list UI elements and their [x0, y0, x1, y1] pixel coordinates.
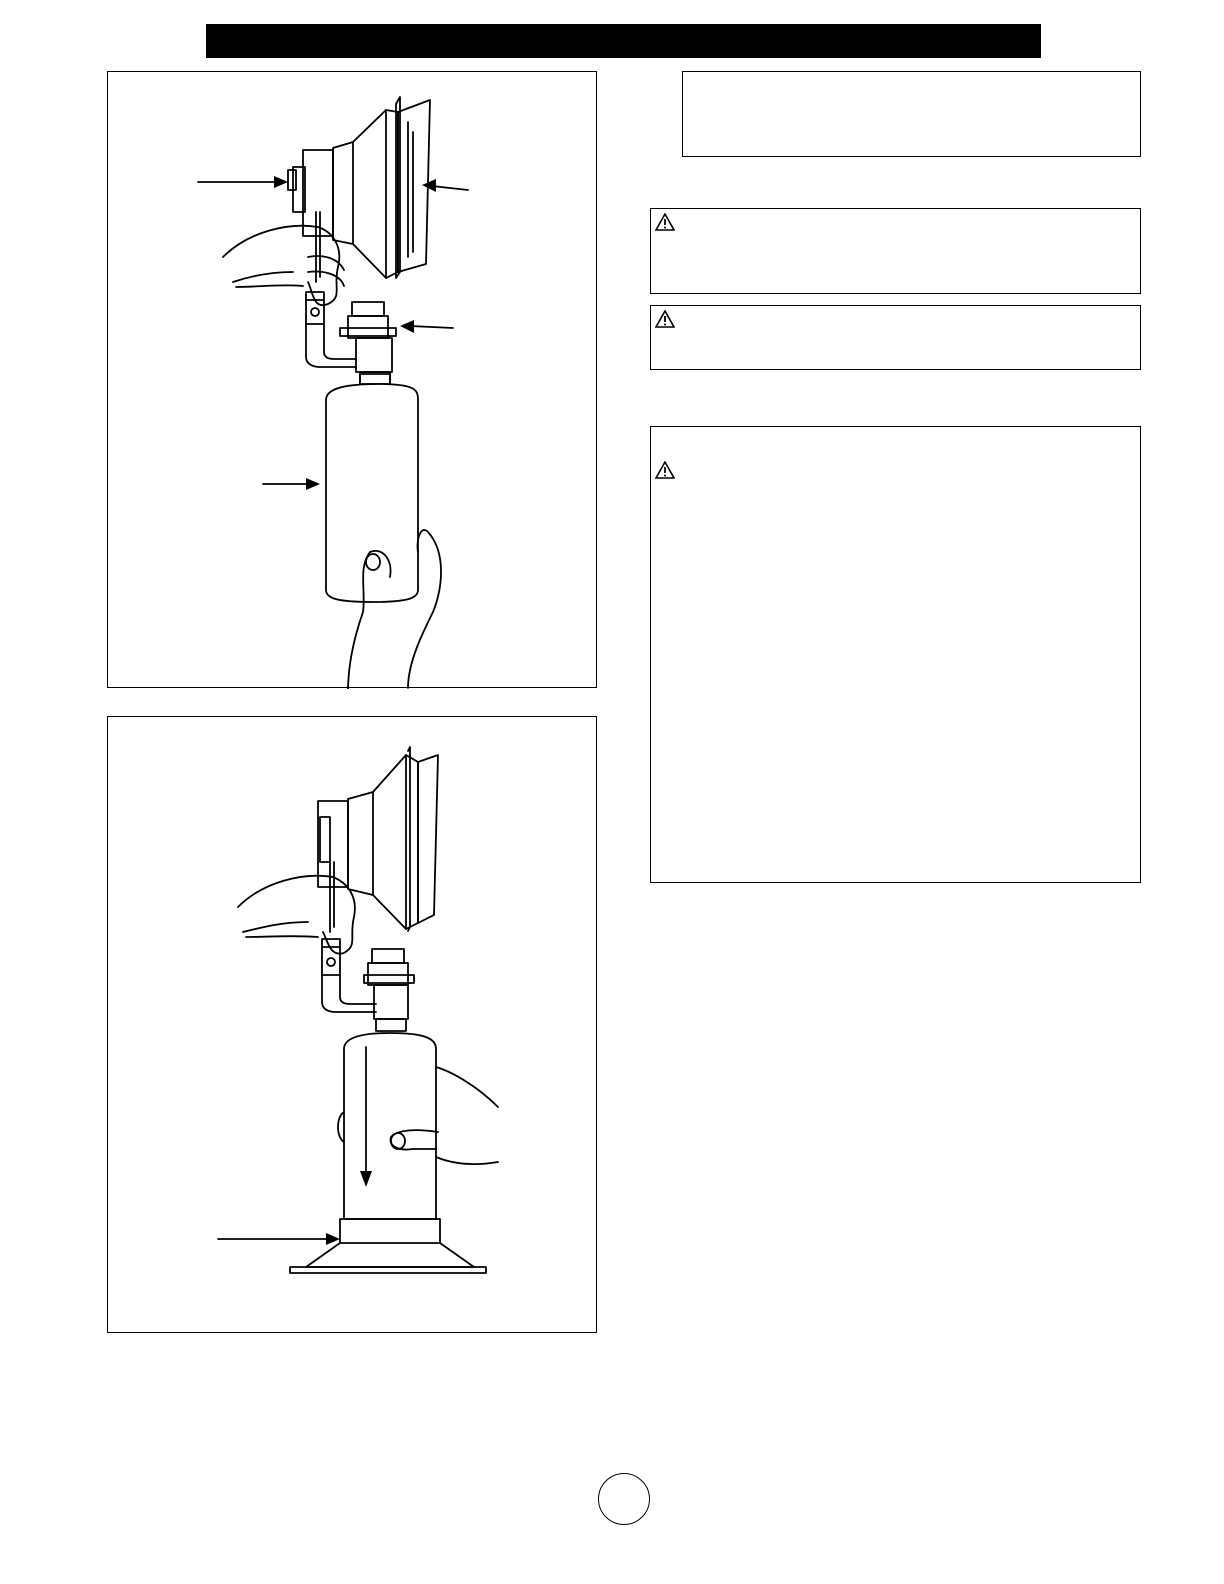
figure-heater-assembly	[107, 71, 597, 688]
header-bar	[206, 24, 1041, 58]
large-warning-box	[650, 426, 1141, 883]
note-box	[682, 71, 1141, 157]
page-number-circle	[598, 1473, 650, 1525]
warning-triangle-icon	[655, 461, 675, 479]
warning-box-1	[650, 208, 1141, 294]
figure-tank-into-base	[107, 716, 597, 1333]
warning-triangle-icon	[655, 213, 675, 231]
tank-into-base-illustration	[108, 717, 598, 1334]
warning-box-2	[650, 305, 1141, 370]
warning-triangle-icon	[655, 310, 675, 328]
heater-assembly-illustration	[108, 72, 598, 689]
